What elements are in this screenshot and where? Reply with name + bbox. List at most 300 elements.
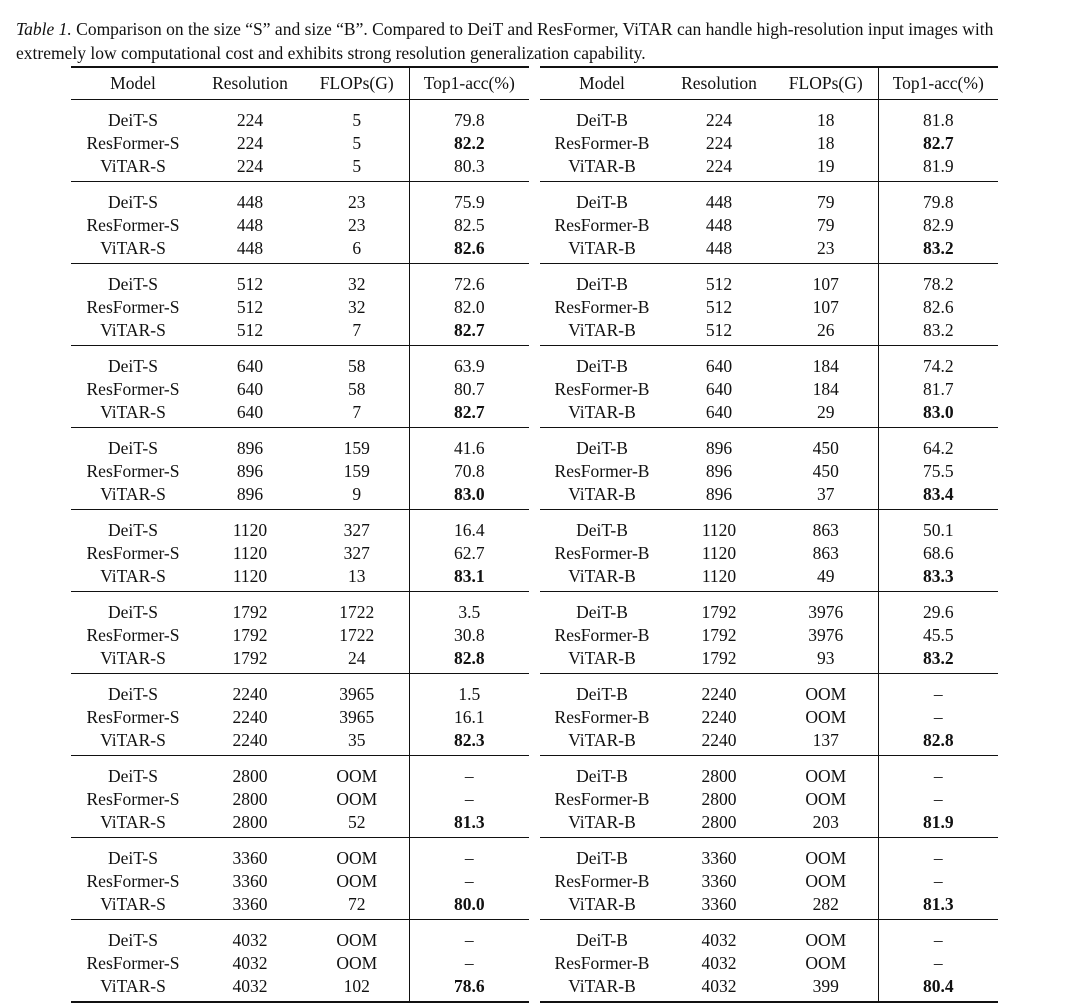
cell-top1-acc: 82.5 [409, 214, 529, 237]
cell-model: DeiT-B [576, 520, 628, 540]
header-model: Model [110, 73, 156, 93]
cell-resolution: 896 [236, 484, 264, 504]
cell-top1-acc: 72.6 [409, 264, 529, 297]
cell-flops: OOM [336, 789, 378, 809]
results-table-base [540, 66, 998, 1003]
cell-resolution: 2800 [232, 812, 268, 832]
cell-top1-acc: 68.6 [878, 542, 998, 565]
cell-top1-acc: 79.8 [409, 100, 529, 133]
cell-top1-acc: 83.2 [878, 237, 998, 264]
cell-model: ViTAR-S [100, 648, 166, 668]
cell-model: DeiT-S [108, 930, 158, 950]
cell-flops: 23 [348, 192, 366, 212]
cell-top1-acc: 16.4 [409, 510, 529, 543]
cell-flops: 23 [817, 238, 835, 258]
cell-resolution: 512 [236, 274, 264, 294]
table-row [71, 460, 529, 483]
cell-resolution: 224 [236, 110, 264, 130]
cell-resolution: 3360 [232, 871, 268, 891]
cell-top1-acc: – [878, 920, 998, 953]
cell-resolution: 512 [236, 297, 264, 317]
table-row [71, 483, 529, 510]
cell-model: ViTAR-B [568, 730, 636, 750]
cell-model: ViTAR-S [100, 402, 166, 422]
cell-flops: 3965 [339, 684, 375, 704]
table-row [71, 264, 529, 297]
cell-resolution: 2800 [701, 789, 737, 809]
cell-model: DeiT-B [576, 356, 628, 376]
cell-top1-acc: 74.2 [878, 346, 998, 379]
cell-flops: 7 [352, 320, 362, 340]
cell-flops: OOM [805, 953, 847, 973]
cell-top1-acc: – [878, 788, 998, 811]
cell-flops: OOM [805, 789, 847, 809]
cell-top1-acc: – [409, 920, 529, 953]
cell-resolution: 4032 [701, 930, 737, 950]
cell-resolution: 512 [236, 320, 264, 340]
cell-model: ResFormer-B [554, 133, 650, 153]
cell-flops: 49 [817, 566, 835, 586]
table-row [540, 132, 998, 155]
cell-resolution: 2240 [701, 707, 737, 727]
cell-flops: 1722 [339, 625, 375, 645]
cell-top1-acc: 45.5 [878, 624, 998, 647]
table-row [71, 870, 529, 893]
table-header-row [540, 67, 998, 100]
cell-top1-acc: 62.7 [409, 542, 529, 565]
cell-model: ViTAR-S [100, 812, 166, 832]
cell-resolution: 1792 [232, 602, 268, 622]
table-row [71, 296, 529, 319]
cell-resolution: 3360 [701, 848, 737, 868]
table-row [71, 592, 529, 625]
cell-top1-acc: 83.3 [878, 565, 998, 592]
cell-model: ResFormer-S [86, 297, 180, 317]
table-row [71, 346, 529, 379]
cell-top1-acc: 64.2 [878, 428, 998, 461]
cell-resolution: 2240 [232, 707, 268, 727]
cell-resolution: 448 [705, 215, 733, 235]
table-row [71, 155, 529, 182]
table-row [540, 565, 998, 592]
cell-flops: 32 [348, 274, 366, 294]
cell-top1-acc: 70.8 [409, 460, 529, 483]
cell-resolution: 640 [236, 379, 264, 399]
cell-resolution: 448 [236, 192, 264, 212]
cell-flops: 327 [343, 543, 370, 563]
cell-top1-acc: 79.8 [878, 182, 998, 215]
cell-model: ResFormer-B [554, 215, 650, 235]
cell-top1-acc: 82.7 [409, 401, 529, 428]
table-row [540, 100, 998, 133]
cell-resolution: 512 [705, 274, 733, 294]
cell-model: ResFormer-S [86, 461, 180, 481]
table-row [71, 237, 529, 264]
table-row [71, 920, 529, 953]
cell-model: DeiT-B [576, 930, 628, 950]
cell-model: ResFormer-S [86, 215, 180, 235]
cell-flops: 37 [817, 484, 835, 504]
cell-top1-acc: 81.3 [409, 811, 529, 838]
cell-top1-acc: – [409, 756, 529, 789]
cell-resolution: 640 [236, 402, 264, 422]
cell-model: ResFormer-S [86, 625, 180, 645]
table-row [540, 952, 998, 975]
cell-top1-acc: 81.7 [878, 378, 998, 401]
cell-resolution: 2800 [701, 766, 737, 786]
cell-resolution: 2240 [701, 730, 737, 750]
table-row [71, 893, 529, 920]
table-row [540, 893, 998, 920]
table-row [540, 346, 998, 379]
cell-top1-acc: 78.6 [409, 975, 529, 1002]
caption-text: Comparison on the size “S” and size “B”. Compared to DeiT and ResFormer, ViTAR can handle high-resolution input images with extremely low computational cost and exhibits strong resolution generalization capability. [16, 19, 994, 63]
table-row [71, 756, 529, 789]
table-caption [16, 17, 1066, 65]
cell-flops: 35 [348, 730, 366, 750]
cell-flops: 184 [812, 379, 839, 399]
cell-resolution: 512 [705, 297, 733, 317]
table-row [71, 952, 529, 975]
cell-resolution: 1120 [232, 520, 268, 540]
cell-top1-acc: – [878, 756, 998, 789]
cell-top1-acc: 82.7 [878, 132, 998, 155]
cell-model: ViTAR-S [100, 156, 166, 176]
cell-resolution: 896 [705, 461, 733, 481]
cell-flops: 3976 [808, 625, 844, 645]
cell-model: DeiT-B [576, 192, 628, 212]
cell-model: DeiT-S [108, 520, 158, 540]
cell-resolution: 1792 [701, 648, 737, 668]
cell-resolution: 448 [236, 215, 264, 235]
cell-model: DeiT-B [576, 602, 628, 622]
cell-resolution: 2800 [232, 766, 268, 786]
cell-top1-acc: – [878, 674, 998, 707]
cell-resolution: 2800 [232, 789, 268, 809]
cell-model: ResFormer-B [554, 789, 650, 809]
cell-flops: 29 [817, 402, 835, 422]
cell-top1-acc: 82.2 [409, 132, 529, 155]
table-row [540, 756, 998, 789]
cell-top1-acc: 41.6 [409, 428, 529, 461]
cell-flops: 137 [812, 730, 839, 750]
cell-flops: 79 [817, 215, 835, 235]
cell-resolution: 896 [705, 438, 733, 458]
cell-top1-acc: 81.9 [878, 811, 998, 838]
cell-top1-acc: 80.0 [409, 893, 529, 920]
cell-model: ResFormer-S [86, 133, 180, 153]
cell-top1-acc: – [878, 838, 998, 871]
cell-flops: 72 [348, 894, 366, 914]
cell-flops: OOM [805, 848, 847, 868]
cell-model: ResFormer-S [86, 379, 180, 399]
table-row [540, 237, 998, 264]
table-row [540, 674, 998, 707]
cell-top1-acc: 75.9 [409, 182, 529, 215]
table-row [540, 624, 998, 647]
table-row [71, 838, 529, 871]
cell-resolution: 2240 [701, 684, 737, 704]
cell-flops: OOM [336, 766, 378, 786]
cell-flops: 52 [348, 812, 366, 832]
cell-flops: OOM [805, 707, 847, 727]
cell-flops: 282 [812, 894, 839, 914]
cell-model: ResFormer-S [86, 543, 180, 563]
cell-model: DeiT-S [108, 848, 158, 868]
cell-flops: OOM [805, 684, 847, 704]
cell-flops: 159 [343, 438, 370, 458]
cell-flops: 3976 [808, 602, 844, 622]
cell-model: ViTAR-B [568, 976, 636, 996]
cell-model: ResFormer-B [554, 461, 650, 481]
header-flops: FLOPs(G) [319, 73, 394, 93]
cell-top1-acc: 83.2 [878, 647, 998, 674]
table-row [540, 155, 998, 182]
header-top1-acc: Top1-acc(%) [878, 67, 998, 100]
cell-resolution: 224 [705, 133, 733, 153]
cell-model: DeiT-S [108, 438, 158, 458]
table-row [71, 510, 529, 543]
cell-resolution: 2800 [701, 812, 737, 832]
results-table-small [71, 66, 529, 1003]
table-row [540, 460, 998, 483]
table-row [540, 510, 998, 543]
cell-resolution: 1120 [232, 566, 268, 586]
cell-model: ResFormer-B [554, 953, 650, 973]
cell-model: ResFormer-S [86, 707, 180, 727]
table-row [540, 378, 998, 401]
header-resolution: Resolution [212, 73, 288, 93]
cell-top1-acc: 83.2 [878, 319, 998, 346]
cell-flops: 1722 [339, 602, 375, 622]
cell-top1-acc: 82.6 [878, 296, 998, 319]
table-row [71, 975, 529, 1002]
cell-resolution: 3360 [232, 848, 268, 868]
cell-model: DeiT-B [576, 274, 628, 294]
cell-resolution: 1120 [701, 520, 737, 540]
table-row [540, 296, 998, 319]
cell-flops: OOM [805, 930, 847, 950]
cell-top1-acc: 63.9 [409, 346, 529, 379]
cell-model: ViTAR-B [568, 894, 636, 914]
cell-resolution: 2240 [232, 684, 268, 704]
table-row [540, 706, 998, 729]
cell-resolution: 512 [705, 320, 733, 340]
header-top1-acc: Top1-acc(%) [409, 67, 529, 100]
cell-flops: 184 [812, 356, 839, 376]
table-row [540, 483, 998, 510]
cell-flops: 159 [343, 461, 370, 481]
cell-resolution: 640 [705, 402, 733, 422]
cell-top1-acc: – [409, 838, 529, 871]
table-row [540, 975, 998, 1002]
cell-top1-acc: 78.2 [878, 264, 998, 297]
table-row [540, 838, 998, 871]
cell-top1-acc: 83.0 [409, 483, 529, 510]
cell-flops: 450 [812, 438, 839, 458]
cell-resolution: 2240 [232, 730, 268, 750]
table-row [71, 214, 529, 237]
cell-model: DeiT-B [576, 766, 628, 786]
cell-model: DeiT-S [108, 766, 158, 786]
cell-flops: 3965 [339, 707, 375, 727]
cell-model: ViTAR-S [100, 238, 166, 258]
cell-model: DeiT-S [108, 274, 158, 294]
cell-flops: 26 [817, 320, 835, 340]
cell-flops: 107 [812, 297, 839, 317]
cell-model: ViTAR-S [100, 730, 166, 750]
cell-top1-acc: 83.0 [878, 401, 998, 428]
table-row [71, 647, 529, 674]
table-row [71, 378, 529, 401]
table-row [71, 100, 529, 133]
cell-top1-acc: 30.8 [409, 624, 529, 647]
cell-model: ResFormer-S [86, 871, 180, 891]
cell-model: ViTAR-B [568, 812, 636, 832]
cell-model: ViTAR-S [100, 320, 166, 340]
table-row [71, 428, 529, 461]
cell-resolution: 1792 [701, 602, 737, 622]
table-row [540, 182, 998, 215]
cell-model: DeiT-S [108, 602, 158, 622]
cell-model: ResFormer-S [86, 789, 180, 809]
cell-model: ViTAR-B [568, 238, 636, 258]
cell-resolution: 4032 [701, 976, 737, 996]
table-row [540, 542, 998, 565]
cell-flops: OOM [805, 766, 847, 786]
table-row [71, 788, 529, 811]
table-row [540, 264, 998, 297]
cell-flops: 203 [812, 812, 839, 832]
cell-resolution: 3360 [701, 871, 737, 891]
cell-model: DeiT-B [576, 438, 628, 458]
cell-model: ResFormer-S [86, 953, 180, 973]
cell-flops: 399 [812, 976, 839, 996]
cell-resolution: 224 [236, 156, 264, 176]
table-row [71, 542, 529, 565]
cell-resolution: 4032 [232, 953, 268, 973]
cell-flops: 7 [352, 402, 362, 422]
cell-top1-acc: 29.6 [878, 592, 998, 625]
cell-flops: OOM [336, 930, 378, 950]
table-row [71, 182, 529, 215]
table-row [71, 674, 529, 707]
cell-resolution: 1792 [701, 625, 737, 645]
table-row [71, 811, 529, 838]
cell-model: DeiT-S [108, 356, 158, 376]
header-flops: FLOPs(G) [788, 73, 863, 93]
cell-flops: 5 [352, 110, 362, 130]
cell-top1-acc: 82.8 [878, 729, 998, 756]
cell-top1-acc: 83.1 [409, 565, 529, 592]
cell-model: DeiT-S [108, 684, 158, 704]
cell-flops: OOM [805, 871, 847, 891]
table-row [71, 401, 529, 428]
cell-top1-acc: – [409, 788, 529, 811]
cell-top1-acc: 82.9 [878, 214, 998, 237]
header-model: Model [579, 73, 625, 93]
cell-flops: 5 [352, 156, 362, 176]
cell-flops: 19 [817, 156, 835, 176]
cell-top1-acc: – [878, 952, 998, 975]
table-row [540, 729, 998, 756]
cell-top1-acc: 80.7 [409, 378, 529, 401]
table-row [540, 920, 998, 953]
table-body [71, 100, 529, 1003]
cell-resolution: 1120 [232, 543, 268, 563]
cell-model: ViTAR-B [568, 648, 636, 668]
cell-flops: 450 [812, 461, 839, 481]
cell-model: ResFormer-B [554, 625, 650, 645]
table-body [540, 100, 998, 1003]
table-row [540, 428, 998, 461]
cell-model: ViTAR-S [100, 894, 166, 914]
table-row [71, 706, 529, 729]
cell-resolution: 640 [705, 379, 733, 399]
cell-resolution: 4032 [232, 976, 268, 996]
cell-flops: OOM [336, 953, 378, 973]
cell-flops: 93 [817, 648, 835, 668]
cell-resolution: 4032 [701, 953, 737, 973]
table-row [540, 401, 998, 428]
table-header-row [71, 67, 529, 100]
cell-model: ResFormer-B [554, 297, 650, 317]
table-row [71, 319, 529, 346]
cell-top1-acc: 81.8 [878, 100, 998, 133]
cell-resolution: 1120 [701, 566, 737, 586]
cell-model: ResFormer-B [554, 871, 650, 891]
cell-top1-acc: – [878, 870, 998, 893]
table-row [540, 870, 998, 893]
cell-resolution: 448 [236, 238, 264, 258]
cell-top1-acc: 1.5 [409, 674, 529, 707]
cell-flops: 13 [348, 566, 366, 586]
table-row [71, 624, 529, 647]
cell-model: ViTAR-S [100, 484, 166, 504]
cell-flops: 102 [343, 976, 370, 996]
cell-model: ViTAR-B [568, 402, 636, 422]
cell-model: ViTAR-B [568, 484, 636, 504]
cell-model: ViTAR-B [568, 320, 636, 340]
cell-flops: 6 [352, 238, 362, 258]
cell-top1-acc: 82.0 [409, 296, 529, 319]
cell-model: DeiT-B [576, 684, 628, 704]
cell-flops: OOM [336, 871, 378, 891]
cell-top1-acc: 50.1 [878, 510, 998, 543]
cell-top1-acc: 16.1 [409, 706, 529, 729]
cell-flops: 24 [348, 648, 366, 668]
cell-top1-acc: 82.6 [409, 237, 529, 264]
table-row [71, 132, 529, 155]
cell-top1-acc: 3.5 [409, 592, 529, 625]
cell-flops: 79 [817, 192, 835, 212]
cell-flops: 107 [812, 274, 839, 294]
cell-flops: 9 [352, 484, 362, 504]
cell-top1-acc: 81.9 [878, 155, 998, 182]
cell-resolution: 896 [236, 438, 264, 458]
cell-model: ResFormer-B [554, 543, 650, 563]
cell-model: ResFormer-B [554, 707, 650, 727]
cell-flops: 5 [352, 133, 362, 153]
cell-top1-acc: 75.5 [878, 460, 998, 483]
cell-flops: 18 [817, 133, 835, 153]
header-resolution: Resolution [681, 73, 757, 93]
cell-resolution: 224 [705, 110, 733, 130]
cell-resolution: 1120 [701, 543, 737, 563]
cell-flops: 23 [348, 215, 366, 235]
cell-resolution: 896 [705, 484, 733, 504]
cell-flops: 32 [348, 297, 366, 317]
